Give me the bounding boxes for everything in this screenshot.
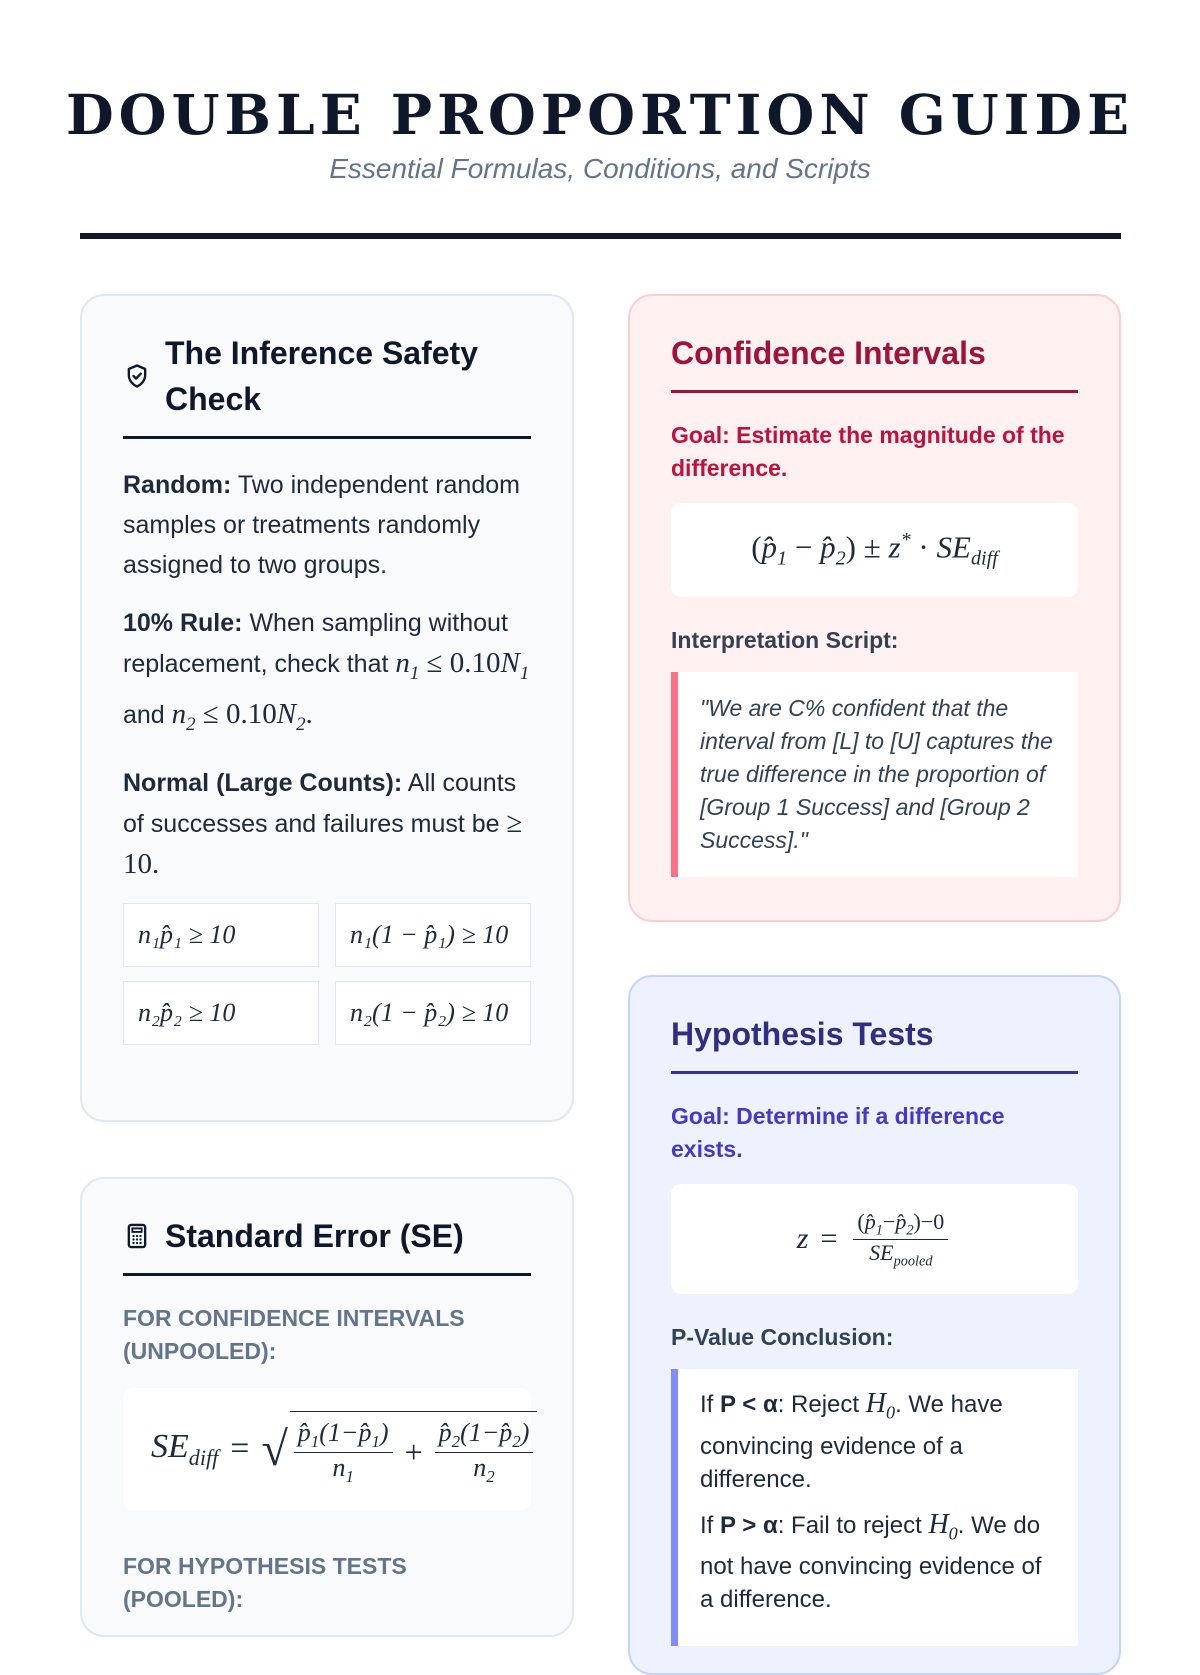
ci-card-title: Confidence Intervals bbox=[671, 335, 986, 371]
condition-cell: n₂(1 − p̂₂) ≥ 10 bbox=[335, 981, 531, 1045]
random-label: Random: bbox=[123, 471, 232, 499]
ci-interpretation-script: "We are C% confident that the interval from [L] to [U] captures the true difference in the proportion of [Group 1 Success] and [Group 2 Success]." bbox=[671, 672, 1078, 877]
normal-threshold: ≥ 10. bbox=[123, 806, 523, 880]
fail-conclusion: If P > α: Fail to reject $H_0$. We do not have convincing evidence of a difference. bbox=[700, 1508, 1042, 1614]
ci-goal: Goal: Estimate the magnitude of the difference. bbox=[671, 422, 1065, 481]
ten-percent-condition bbox=[123, 603, 531, 745]
ten-percent-text: When sampling without replacement, check that bbox=[123, 609, 508, 678]
calculator-icon bbox=[123, 1222, 151, 1250]
fail-tail: We do not have convincing evidence of a difference. bbox=[700, 1511, 1042, 1614]
ten-percent-formula-2: $n_2 \le 0.10N_2$. bbox=[171, 697, 313, 735]
header-divider bbox=[80, 233, 1121, 239]
normal-label: Normal (Large Counts): bbox=[123, 768, 403, 797]
reject-tail: We have convincing evidence of a difference. bbox=[700, 1391, 1003, 1493]
ten-percent-formula-1: $n_1 \le 0.10N_1$ bbox=[395, 647, 530, 684]
reject-conclusion: If P < α: Reject $H_0$. We have convincing evidence of a difference. bbox=[700, 1388, 1003, 1493]
ht-card-title: Hypothesis Tests bbox=[671, 1016, 934, 1052]
se-card-header bbox=[123, 1213, 531, 1276]
hypothesis-tests-card bbox=[628, 975, 1121, 1675]
fail-condition: P > α bbox=[720, 1511, 778, 1539]
page-header bbox=[0, 0, 1200, 186]
random-text: Two independent random samples or treatments randomly assigned to two groups. bbox=[123, 471, 520, 579]
ht-card-header bbox=[671, 1011, 1078, 1074]
se-unpooled-formula: $SE_{diff}$ = √ $\frac{p̂_1(1-p̂_1)}{n_1}$ + $\frac{p̂_2(1-p̂_2)}{n_2}$ bbox=[123, 1388, 531, 1510]
ci-script-label: Interpretation Script: bbox=[671, 627, 899, 653]
normal-condition bbox=[123, 763, 531, 885]
null-hypothesis-symbol: $H_0$ bbox=[928, 1508, 958, 1544]
ci-formula: ($p̂_1$ − $p̂_2) \pm z^* \cdot SE_{diff}$ bbox=[671, 503, 1078, 597]
ht-z-formula: z = $\frac{(p̂_1-p̂_2)-0}{SE_{pooled}}$ bbox=[671, 1184, 1078, 1294]
ht-conclusion-box bbox=[671, 1369, 1078, 1646]
confidence-intervals-card bbox=[628, 294, 1121, 922]
null-hypothesis-symbol: $H_0$ bbox=[865, 1388, 896, 1423]
inference-card-title: The Inference Safety Check bbox=[165, 335, 478, 417]
page-title: DOUBLE PROPORTION GUIDE bbox=[65, 82, 1135, 147]
large-counts-grid bbox=[123, 903, 531, 1045]
condition-cell: n₁p̂₁ ≥ 10 bbox=[123, 903, 319, 967]
page-subtitle: Essential Formulas, Conditions, and Scripts bbox=[329, 153, 871, 184]
se-ht-label: FOR HYPOTHESIS TESTS (POOLED): bbox=[123, 1553, 407, 1612]
standard-error-card bbox=[80, 1177, 574, 1637]
ten-percent-label: 10% Rule: bbox=[123, 609, 243, 637]
ht-conclusion-label: P-Value Conclusion: bbox=[671, 1324, 894, 1350]
shield-check-icon bbox=[123, 362, 151, 390]
normal-text: All counts of successes and failures must be bbox=[123, 768, 517, 838]
reject-text: Reject bbox=[791, 1391, 860, 1418]
inference-safety-card bbox=[80, 294, 574, 1122]
reject-condition: P < α bbox=[720, 1391, 778, 1418]
fail-prefix: If bbox=[700, 1511, 714, 1539]
reject-prefix: If bbox=[700, 1391, 714, 1418]
ten-percent-and: and bbox=[123, 700, 165, 729]
condition-cell: n₂p̂₂ ≥ 10 bbox=[123, 981, 319, 1045]
se-ci-label: FOR CONFIDENCE INTERVALS (UNPOOLED): bbox=[123, 1305, 465, 1364]
se-card-title: Standard Error (SE) bbox=[165, 1218, 464, 1254]
ci-card-header bbox=[671, 330, 1078, 393]
condition-cell: n₁(1 − p̂₁) ≥ 10 bbox=[335, 903, 531, 967]
inference-card-header bbox=[123, 330, 531, 439]
fail-text: Fail to reject bbox=[791, 1511, 922, 1539]
ht-goal: Goal: Determine if a difference exists. bbox=[671, 1103, 1005, 1162]
random-condition bbox=[123, 465, 531, 585]
